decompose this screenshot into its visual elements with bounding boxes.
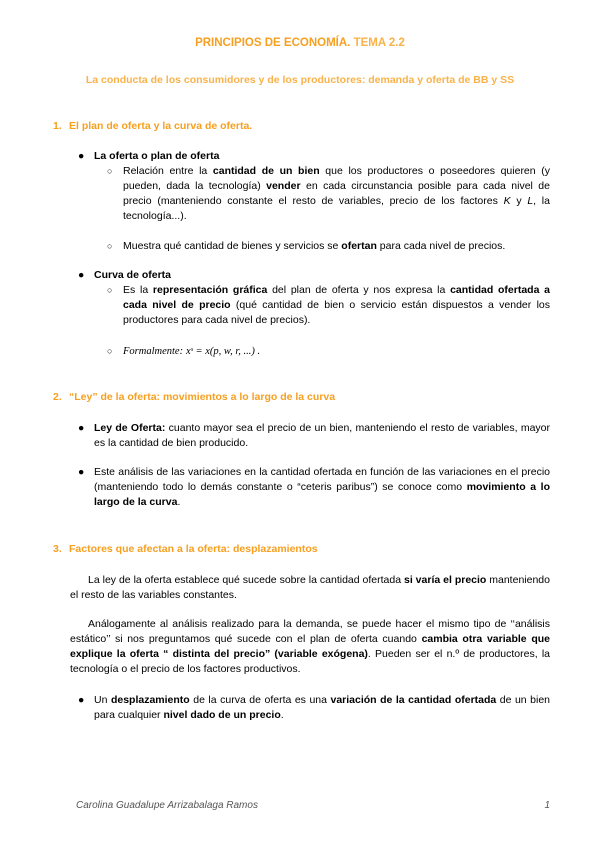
circle-bullet-icon: ○: [107, 241, 113, 251]
footer-author: Carolina Guadalupe Arrizabalaga Ramos: [76, 800, 258, 811]
bullet-desplazamiento: [78, 693, 550, 723]
bullet-text: Un desplazamiento de la curva de oferta es una variación de la cantidad ofertada de un bien para cualquier nivel dado de un precio.: [94, 694, 550, 721]
section-1-number: 1.: [53, 120, 62, 132]
bullet-icon: ●: [78, 269, 85, 281]
section-3-heading: [53, 542, 318, 557]
page-footer: [76, 798, 550, 813]
section-2-number: 2.: [53, 391, 62, 403]
section-3-number: 3.: [53, 543, 62, 555]
bullet-icon: ●: [78, 422, 85, 434]
circle-bullet-icon: ○: [107, 285, 113, 295]
bullet-text: Este análisis de las variaciones en la cantidad ofertada en función de las variaciones en el precio (manteniendo todo lo demás constante o “ceteris paribus”) se conoce como movimiento a lo largo de la curva.: [94, 466, 550, 508]
sub-bullet-formalmente: [107, 344, 550, 359]
paragraph-analisis-estatico: Análogamente al análisis realizado para la demanda, se puede hacer el mismo tipo de ‘‘análisis estático’’ si nos preguntamos qué sucede con el plan de oferta cuando cambia otra variable que explique la oferta “ distinta del precio” (variable exógena). Pueden ser el n.º de productores, la tecnología o el precio de los factores productivos.: [70, 618, 550, 675]
document-title: [0, 36, 600, 51]
sub-bullet-text: Muestra qué cantidad de bienes y servicios se ofertan para cada nivel de precios.: [123, 240, 506, 252]
section-3-title: Factores que afectan a la oferta: desplazamientos: [69, 543, 318, 555]
formula-label: Formalmente:: [123, 346, 184, 357]
bullet-oferta-plan: [78, 149, 550, 164]
section-1-heading: [53, 119, 252, 134]
sub-bullet-representacion: [107, 283, 550, 328]
sub-bullet-text: Es la representación gráfica del plan de oferta y nos expresa la cantidad ofertada a cada nivel de precio (qué cantidad de bien o servicio están dispuestos a vender los productores para cada nivel de precios).: [123, 284, 550, 326]
bullet-ley-oferta: [78, 421, 550, 451]
section-2-title: “Ley” de la oferta: movimientos a lo largo de la curva: [69, 391, 336, 403]
document-subtitle: La conducta de los consumidores y de los productores: demanda y oferta de BB y SS: [85, 74, 515, 86]
bullet-icon: ●: [78, 150, 85, 162]
sub-bullet-relacion: [107, 164, 550, 224]
formula-expression: xˢ = x(p, w, r, ...) .: [186, 346, 261, 357]
formula-line: [123, 344, 550, 359]
title-main: PRINCIPIOS DE ECONOMÍA.: [195, 37, 351, 49]
circle-bullet-icon: ○: [107, 166, 113, 176]
bullet-text: Ley de Oferta: cuanto mayor sea el precio de un bien, manteniendo el resto de variables, mayor es la cantidad de bien producido.: [94, 422, 550, 449]
bullet-curva-oferta: [78, 268, 550, 283]
sub-bullet-muestra: [107, 239, 550, 254]
bullet-icon: ●: [78, 694, 85, 706]
bullet-title: La oferta o plan de oferta: [94, 150, 220, 162]
section-2-heading: [53, 390, 335, 405]
title-topic: TEMA 2.2: [353, 37, 405, 49]
bullet-title: Curva de oferta: [94, 269, 172, 281]
paragraph-ley-oferta: La ley de la oferta establece qué sucede sobre la cantidad ofertada si varía el precio manteniendo el resto de las variables constantes.: [70, 574, 550, 601]
bullet-icon: ●: [78, 466, 85, 478]
bullet-movimiento: [78, 465, 550, 510]
circle-bullet-icon: ○: [107, 346, 113, 356]
sub-bullet-text: Relación entre la cantidad de un bien que los productores o poseedores quieren (y pueden, dada la tecnología) vender en cada circunstancia posible para cada nivel de precio (manteniendo constante el resto de variables, precio de los factores K y L, la tecnología...).: [123, 165, 551, 222]
section-1-title: El plan de oferta y la curva de oferta.: [69, 120, 253, 132]
footer-page-number: 1: [544, 800, 550, 811]
